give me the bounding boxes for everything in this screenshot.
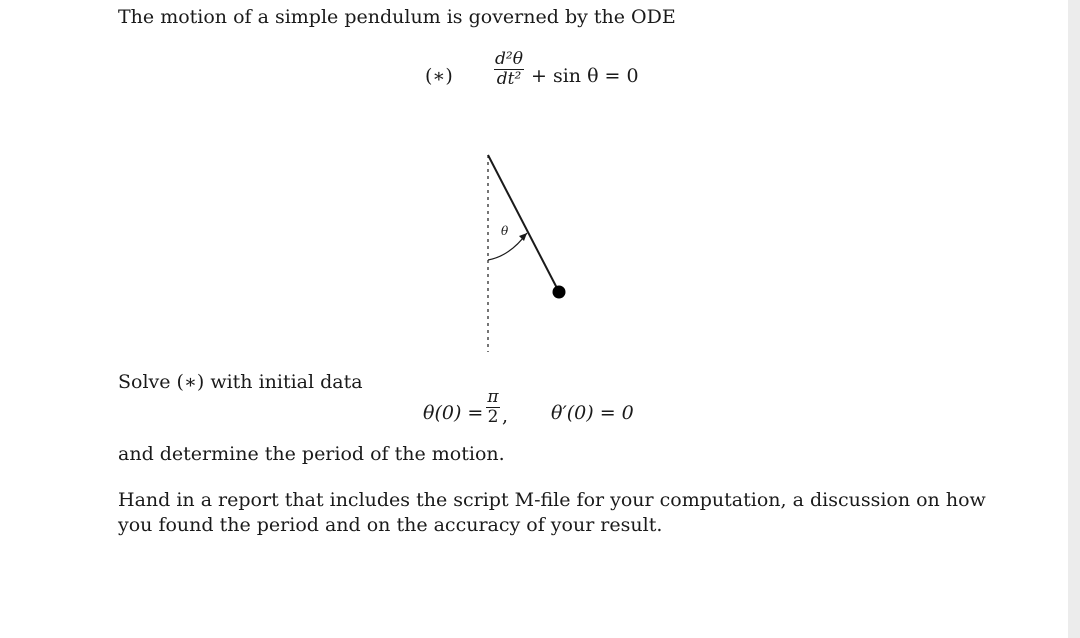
equation-tag: (∗) — [425, 65, 453, 87]
fraction-denominator: dt² — [496, 69, 522, 89]
pendulum-bob — [553, 286, 566, 299]
determine-text: and determine the period of the motion. — [118, 443, 505, 465]
pi-numerator: π — [487, 387, 499, 407]
condition-comma: , — [502, 405, 509, 427]
intro-text: The motion of a simple pendulum is governed by the ODE — [118, 6, 676, 28]
angle-arrowhead — [519, 233, 527, 241]
angle-label: θ — [501, 224, 509, 238]
pi-over-two-fraction — [486, 388, 500, 427]
theta0-lhs: θ(0) = — [423, 402, 484, 424]
pendulum-rod — [488, 155, 559, 292]
equation-rest: + sin θ = 0 — [531, 65, 639, 87]
dtheta0-condition: θ′(0) = 0 — [551, 402, 634, 424]
two-denominator: 2 — [487, 407, 499, 427]
report-text-line-2: you found the period and on the accuracy of your result. — [118, 514, 663, 536]
report-text-line-1: Hand in a report that includes the script M-file for your computation, a discussion on how — [118, 489, 986, 511]
fraction-numerator: d²θ — [495, 49, 523, 69]
solve-text: Solve (∗) with initial data — [118, 371, 363, 393]
